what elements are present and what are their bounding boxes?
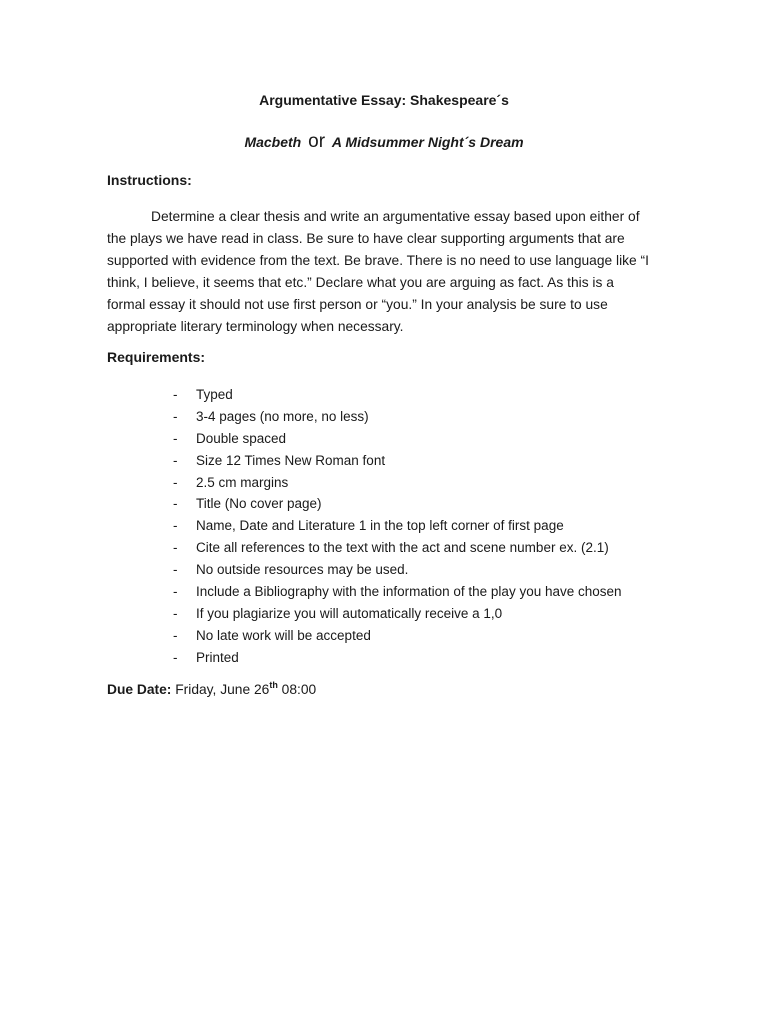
page-title: Argumentative Essay: Shakespeare´s <box>259 92 509 108</box>
play-title-macbeth: Macbeth <box>244 134 302 150</box>
list-bullet: - <box>173 540 178 556</box>
list-bullet: - <box>173 408 178 424</box>
list-bullet: - <box>173 584 178 600</box>
list-item-text: If you plagiarize you will automatically receive a 1,0 <box>196 605 503 621</box>
list-item <box>173 428 622 450</box>
list-item <box>173 625 622 647</box>
list-item <box>173 450 622 472</box>
paragraph-line: the plays we have read in class. Be sure to have clear supporting arguments that are <box>107 230 625 246</box>
list-bullet: - <box>173 387 178 402</box>
list-bullet: - <box>173 518 178 534</box>
list-item <box>173 472 622 494</box>
list-item-text: Size 12 Times New Roman font <box>196 452 386 468</box>
subtitle-or: or <box>308 131 326 152</box>
list-item-text: Printed <box>196 649 239 665</box>
list-bullet: - <box>173 649 178 665</box>
page-subtitle <box>0 131 768 153</box>
due-date-value: Friday, June 26 <box>175 682 270 697</box>
instructions-paragraph <box>107 206 662 337</box>
list-bullet: - <box>173 430 178 446</box>
paragraph-line: Determine a clear thesis and write an argumentative essay based upon either of <box>151 209 640 224</box>
paragraph-line: formal essay it should not use first person or “you.” In your analysis be sure to use <box>107 296 608 312</box>
list-item-text: Include a Bibliography with the information of the play you have chosen <box>196 584 622 600</box>
paragraph-line: supported with evidence from the text. Be brave. There is no need to use language like “I <box>107 252 649 268</box>
list-item <box>173 537 622 559</box>
list-item-text: Title (No cover page) <box>196 496 322 512</box>
list-bullet: - <box>173 474 178 490</box>
due-time: 08:00 <box>281 682 317 697</box>
list-item <box>173 603 622 625</box>
list-item <box>173 515 622 537</box>
paragraph-line: appropriate literary terminology when necessary. <box>107 318 404 334</box>
play-title-midsummer: A Midsummer Night´s Dream <box>331 134 524 150</box>
list-item-text: 2.5 cm margins <box>196 474 289 490</box>
list-bullet: - <box>173 452 178 468</box>
list-item <box>173 647 622 669</box>
paragraph-line: think, I believe, it seems that etc.” Declare what you are arguing as fact. As this is a <box>107 274 614 290</box>
requirements-heading: Requirements: <box>107 349 206 365</box>
list-item <box>173 406 622 428</box>
list-item-text: Double spaced <box>196 430 287 446</box>
requirements-list <box>173 384 622 669</box>
list-bullet: - <box>173 562 178 578</box>
due-date <box>107 680 316 697</box>
list-item-text: Name, Date and Literature 1 in the top left corner of first page <box>196 518 564 534</box>
list-item <box>173 581 622 603</box>
due-date-suffix: th <box>269 680 278 690</box>
list-item-text: Typed <box>196 387 233 402</box>
due-date-label: Due Date: <box>107 682 172 697</box>
list-bullet: - <box>173 496 178 512</box>
list-item <box>173 384 622 406</box>
instructions-heading: Instructions: <box>107 172 192 188</box>
list-item-text: Cite all references to the text with the act and scene number ex. (2.1) <box>196 540 609 556</box>
list-bullet: - <box>173 627 178 643</box>
list-item-text: 3-4 pages (no more, no less) <box>196 408 369 424</box>
list-item <box>173 493 622 515</box>
list-bullet: - <box>173 605 178 621</box>
list-item <box>173 559 622 581</box>
list-item-text: No outside resources may be used. <box>196 562 409 578</box>
list-item-text: No late work will be accepted <box>196 627 371 643</box>
